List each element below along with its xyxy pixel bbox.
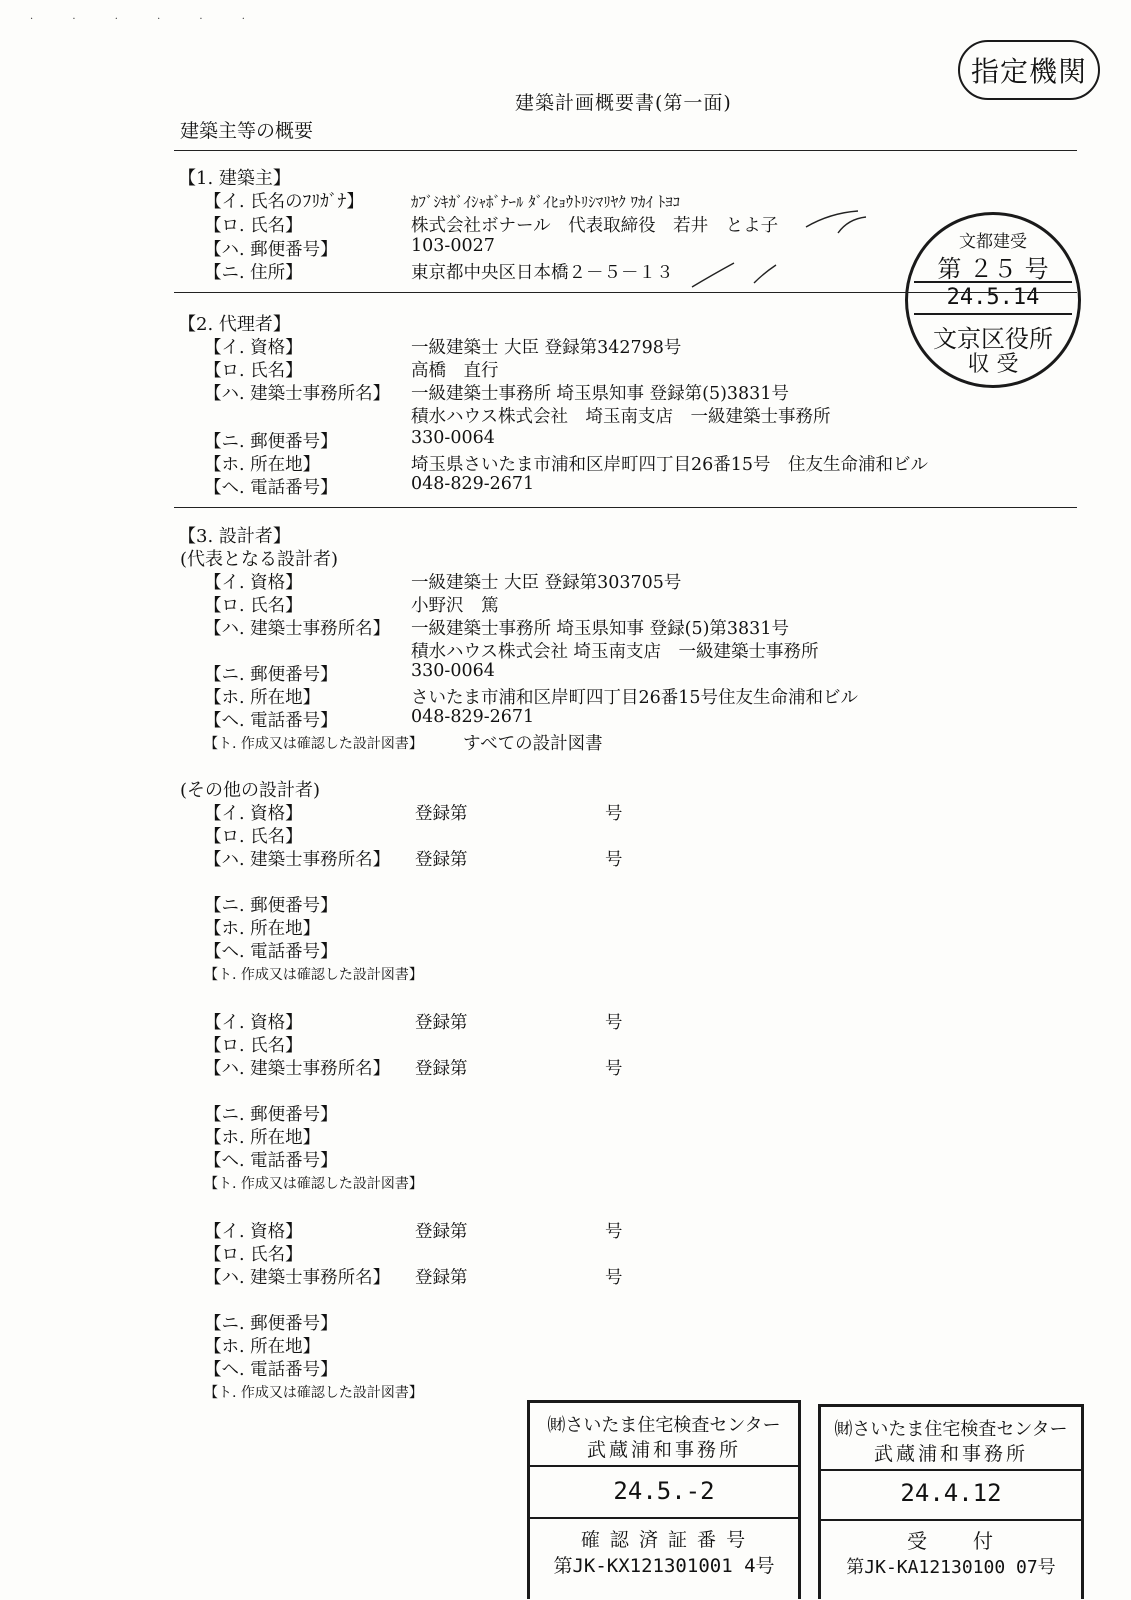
- agent-label: 【イ. 資格】: [204, 338, 303, 358]
- other-name-label: 【ロ. 氏名】: [204, 827, 303, 847]
- stamp-divider: [530, 1465, 798, 1467]
- seal-number: 第 ２５ 号: [937, 255, 1049, 283]
- designer-office: 一級建築士事務所 埼玉県知事 登録(5)第3831号: [411, 619, 789, 639]
- agent-label: 【ロ. 氏名】: [204, 361, 303, 381]
- other-office-label: 【ハ. 建築士事務所名】: [204, 850, 391, 870]
- other-phone-label: 【ヘ. 電話番号】: [204, 1151, 338, 1171]
- designer-drawings-value: すべての設計図書: [463, 734, 603, 754]
- agent-phone: 048-829-2671: [411, 474, 535, 494]
- stamp-divider: [821, 1519, 1081, 1521]
- designated-agency-stamp: 指定機関: [958, 40, 1100, 100]
- agent-office-line2: 積水ハウス株式会社 埼玉南支店 一級建築士事務所: [411, 407, 831, 427]
- agent-zip: 330-0064: [411, 428, 495, 448]
- designer-zip: 330-0064: [411, 661, 495, 681]
- stamp-date: 24.4.12: [900, 1479, 1002, 1507]
- other-designers-heading: (その他の設計者): [180, 780, 321, 801]
- other-phone-label: 【ヘ. 電話番号】: [204, 1360, 338, 1380]
- divider: [174, 507, 1077, 508]
- other-drawings-label: 【ト. 作成又は確認した設計図書】: [204, 967, 423, 983]
- representative-designer-heading: (代表となる設計者): [180, 549, 339, 570]
- designer-name: 小野沢 篤: [411, 596, 499, 616]
- stamp-divider: [530, 1517, 798, 1519]
- agent-name: 高橋 直行: [411, 361, 499, 381]
- ward-office-seal: [905, 212, 1081, 388]
- designer-drawings-label: 【ト. 作成又は確認した設計図書】: [204, 736, 423, 752]
- seal-top-text: 文都建受: [959, 232, 1027, 252]
- agent-qualification: 一級建築士 大臣 登録第342798号: [411, 338, 682, 358]
- owner-furigana: ｶﾌﾞｼｷｶﾞｲｼｬﾎﾞﾅｰﾙ ﾀﾞｲﾋｮｳﾄﾘｼﾏﾘﾔｸ ﾜｶｲ ﾄﾖｺ: [411, 193, 681, 211]
- stamp-divider: [821, 1469, 1081, 1471]
- registration-suffix: 号: [605, 1013, 623, 1033]
- designer-qualification: 一級建築士 大臣 登録第303705号: [411, 573, 682, 593]
- designer-label: 【イ. 資格】: [204, 573, 303, 593]
- registration-suffix: 号: [605, 1059, 623, 1079]
- divider: [174, 292, 1077, 293]
- other-qualification-label: 【イ. 資格】: [204, 804, 303, 824]
- registration-suffix: 号: [605, 1268, 623, 1288]
- confirmation-stamp: [527, 1400, 801, 1599]
- stamp-caption: 確 認 済 証 番 号: [580, 1529, 748, 1551]
- stamp-receipt-number: 第JK-KA12130100 07号: [846, 1557, 1056, 1578]
- other-phone-label: 【ヘ. 電話番号】: [204, 942, 338, 962]
- owner-name: 株式会社ボナール 代表取締役 若井 とよ子: [411, 216, 779, 236]
- other-drawings-label: 【ト. 作成又は確認した設計図書】: [204, 1176, 423, 1192]
- stamp-caption: 受 付: [907, 1529, 995, 1553]
- section-heading: 建築主等の概要: [180, 120, 314, 142]
- divider: [174, 150, 1077, 151]
- registration-prefix: 登録第: [415, 1059, 468, 1079]
- designer-label: 【ヘ. 電話番号】: [204, 711, 338, 731]
- pen-check-marks: [800, 205, 890, 285]
- owner-label: 【ニ. 住所】: [204, 263, 303, 283]
- agent-address: 埼玉県さいたま市浦和区岸町四丁目26番15号 住友生命浦和ビル: [411, 455, 929, 475]
- designer-label: 【ハ. 建築士事務所名】: [204, 619, 391, 639]
- stamp-office: 武蔵浦和事務所: [873, 1443, 1028, 1465]
- designer-address: さいたま市浦和区岸町四丁目26番15号住友生命浦和ビル: [411, 688, 859, 708]
- owner-label: 【イ. 氏名のﾌﾘｶﾞﾅ】: [204, 192, 364, 212]
- designer-heading: 【3. 設計者】: [178, 526, 291, 547]
- other-qualification-label: 【イ. 資格】: [204, 1222, 303, 1242]
- registration-suffix: 号: [605, 850, 623, 870]
- other-address-label: 【ホ. 所在地】: [204, 1128, 321, 1148]
- registration-prefix: 登録第: [415, 804, 468, 824]
- owner-address: 東京都中央区日本橋２－５－１３: [411, 263, 674, 283]
- agent-office: 一級建築士事務所 埼玉県知事 登録第(5)3831号: [411, 384, 789, 404]
- receipt-stamp: [818, 1404, 1084, 1599]
- seal-receipt: 収 受: [967, 352, 1019, 377]
- other-address-label: 【ホ. 所在地】: [204, 919, 321, 939]
- owner-heading: 【1. 建築主】: [178, 168, 291, 189]
- owner-label: 【ロ. 氏名】: [204, 216, 303, 236]
- scan-specks: · · · · · ·: [30, 14, 263, 25]
- pen-check-marks: [690, 255, 790, 295]
- seal-office: 文京区役所: [933, 325, 1053, 353]
- designer-label: 【ホ. 所在地】: [204, 688, 321, 708]
- designer-label: 【ロ. 氏名】: [204, 596, 303, 616]
- designer-phone: 048-829-2671: [411, 707, 535, 727]
- owner-zip: 103-0027: [411, 236, 495, 256]
- agent-label: 【ホ. 所在地】: [204, 455, 321, 475]
- registration-prefix: 登録第: [415, 850, 468, 870]
- other-zip-label: 【ニ. 郵便番号】: [204, 1105, 338, 1125]
- registration-prefix: 登録第: [415, 1013, 468, 1033]
- owner-label: 【ハ. 郵便番号】: [204, 240, 338, 260]
- other-name-label: 【ロ. 氏名】: [204, 1036, 303, 1056]
- other-office-label: 【ハ. 建築士事務所名】: [204, 1059, 391, 1079]
- registration-suffix: 号: [605, 1222, 623, 1242]
- agent-label: 【ハ. 建築士事務所名】: [204, 384, 391, 404]
- document-title: 建築計画概要書(第一面): [515, 92, 732, 114]
- stamp-office: 武蔵浦和事務所: [586, 1439, 741, 1461]
- other-drawings-label: 【ト. 作成又は確認した設計図書】: [204, 1385, 423, 1401]
- other-address-label: 【ホ. 所在地】: [204, 1337, 321, 1357]
- other-zip-label: 【ニ. 郵便番号】: [204, 896, 338, 916]
- seal-date: 24.5.14: [946, 285, 1040, 310]
- stamp-date: 24.5.-2: [613, 1477, 715, 1505]
- designer-office-line2: 積水ハウス株式会社 埼玉南支店 一級建築士事務所: [411, 642, 819, 662]
- other-name-label: 【ロ. 氏名】: [204, 1245, 303, 1265]
- registration-suffix: 号: [605, 804, 623, 824]
- other-qualification-label: 【イ. 資格】: [204, 1013, 303, 1033]
- registration-prefix: 登録第: [415, 1222, 468, 1242]
- seal-divider: [914, 313, 1072, 315]
- stamp-organization: ㈶さいたま住宅検査センター: [547, 1415, 781, 1436]
- other-office-label: 【ハ. 建築士事務所名】: [204, 1268, 391, 1288]
- other-zip-label: 【ニ. 郵便番号】: [204, 1314, 338, 1334]
- seal-divider: [914, 281, 1072, 283]
- agent-label: 【ニ. 郵便番号】: [204, 432, 338, 452]
- designer-label: 【ニ. 郵便番号】: [204, 665, 338, 685]
- stamp-certificate-number: 第JK-KX121301001 4号: [553, 1555, 775, 1577]
- agent-heading: 【2. 代理者】: [178, 314, 291, 335]
- agent-label: 【ヘ. 電話番号】: [204, 478, 338, 498]
- stamp-organization: ㈶さいたま住宅検査センター: [834, 1419, 1068, 1440]
- registration-prefix: 登録第: [415, 1268, 468, 1288]
